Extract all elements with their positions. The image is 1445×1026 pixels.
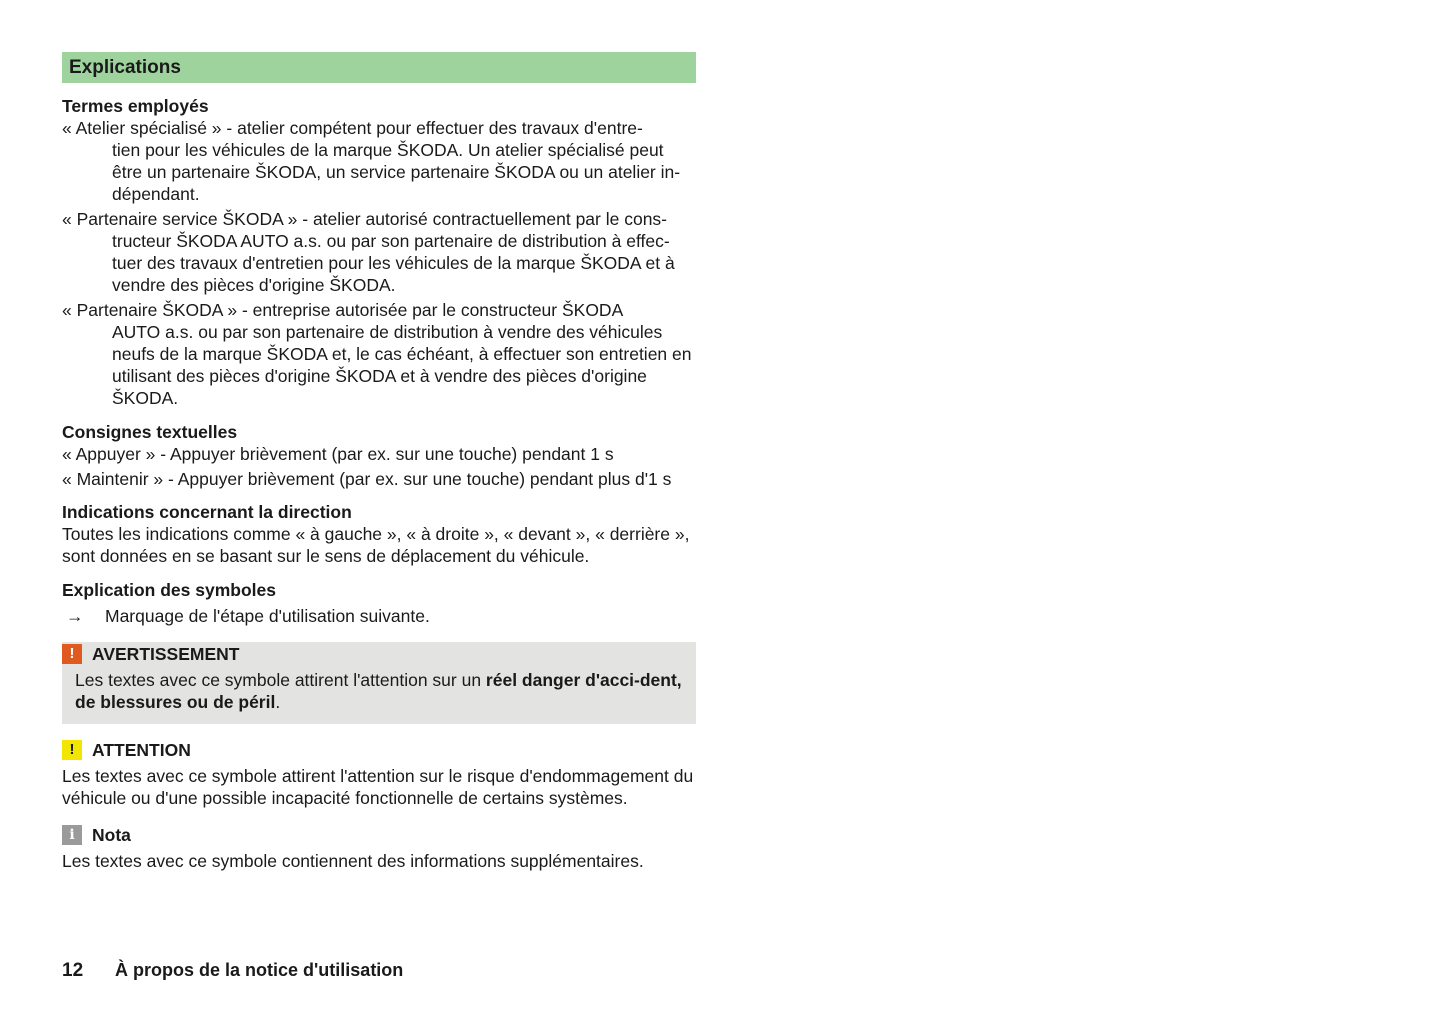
chapter-title: À propos de la notice d'utilisation bbox=[115, 960, 404, 980]
attention-text: Les textes avec ce symbole attirent l'attention sur le risque d'endommagement du véhicule ou d'une possible incapacité fonctionnelle de certains systèmes. bbox=[62, 766, 694, 808]
warning-text-start: Les textes avec ce symbole attirent l'attention sur un bbox=[75, 670, 486, 690]
attention-header bbox=[62, 739, 696, 761]
attention-title: ATTENTION bbox=[92, 739, 191, 760]
symbols-heading: Explication des symboles bbox=[62, 580, 276, 600]
consignes-heading: Consignes textuelles bbox=[62, 422, 238, 442]
warning-text-end: . bbox=[275, 692, 281, 712]
caution-icon: ! bbox=[62, 740, 82, 760]
term-first-line: « Partenaire service ŠKODA » - atelier autorisé contractuellement par le cons- bbox=[62, 209, 668, 229]
consigne-maintenir: « Maintenir » - Appuyer brièvement (par ex. sur une touche) pendant plus d'1 s bbox=[62, 469, 672, 489]
nota-header bbox=[62, 824, 696, 846]
term-first-line: « Partenaire ŠKODA » - entreprise autorisée par le constructeur ŠKODA bbox=[62, 300, 624, 320]
page-content bbox=[62, 52, 696, 872]
warning-title: AVERTISSEMENT bbox=[92, 643, 240, 664]
term-first-line: « Atelier spécialisé » - atelier compétent pour effectuer des travaux d'entre- bbox=[62, 118, 643, 138]
term-atelier bbox=[62, 117, 696, 205]
warning-text bbox=[62, 669, 682, 713]
arrow-right-icon: → bbox=[66, 606, 84, 626]
term-partenaire-service bbox=[62, 208, 696, 296]
page-number: 12 bbox=[62, 960, 84, 981]
nota-text: Les textes avec ce symbole contiennent des informations supplémentaires. bbox=[62, 851, 644, 871]
term-rest: tructeur ŠKODA AUTO a.s. ou par son partenaire de distribution à effec-tuer des travaux d'entretien pour les véhicules de la marque ŠKODA et à vendre des pièces d'origine ŠKODA. bbox=[112, 231, 675, 295]
term-rest: tien pour les véhicules de la marque ŠKODA. Un atelier spécialisé peut être un partenaire ŠKODA, un service partenaire ŠKODA ou un atelier in-dépendant. bbox=[112, 140, 681, 204]
direction-heading: Indications concernant la direction bbox=[62, 502, 352, 522]
page-footer bbox=[62, 960, 403, 982]
warning-box bbox=[62, 642, 696, 724]
info-icon: i bbox=[62, 825, 82, 845]
term-rest: AUTO a.s. ou par son partenaire de distribution à vendre des véhicules neufs de la marque ŠKODA et, le cas échéant, à effectuer son entretien en utilisant des pièces d'origine ŠKODA et à vendre des pièces d'origine ŠKODA. bbox=[112, 322, 692, 408]
warning-text-bold: réel danger d'acci-dent, de blessures ou de péril bbox=[75, 670, 682, 712]
direction-text: Toutes les indications comme « à gauche », « à droite », « devant », « derrière », sont données en se basant sur le sens de déplacement du véhicule. bbox=[62, 524, 690, 566]
symbol-arrow-row bbox=[62, 605, 696, 627]
term-partenaire bbox=[62, 299, 696, 409]
section-title: Explications bbox=[62, 52, 696, 83]
arrow-description: Marquage de l'étape d'utilisation suivante. bbox=[105, 606, 430, 626]
consigne-appuyer: « Appuyer » - Appuyer brièvement (par ex. sur une touche) pendant 1 s bbox=[62, 444, 614, 464]
terms-heading: Termes employés bbox=[62, 96, 209, 116]
warning-header bbox=[62, 642, 682, 665]
nota-title: Nota bbox=[92, 824, 131, 845]
warning-icon: ! bbox=[62, 644, 82, 664]
